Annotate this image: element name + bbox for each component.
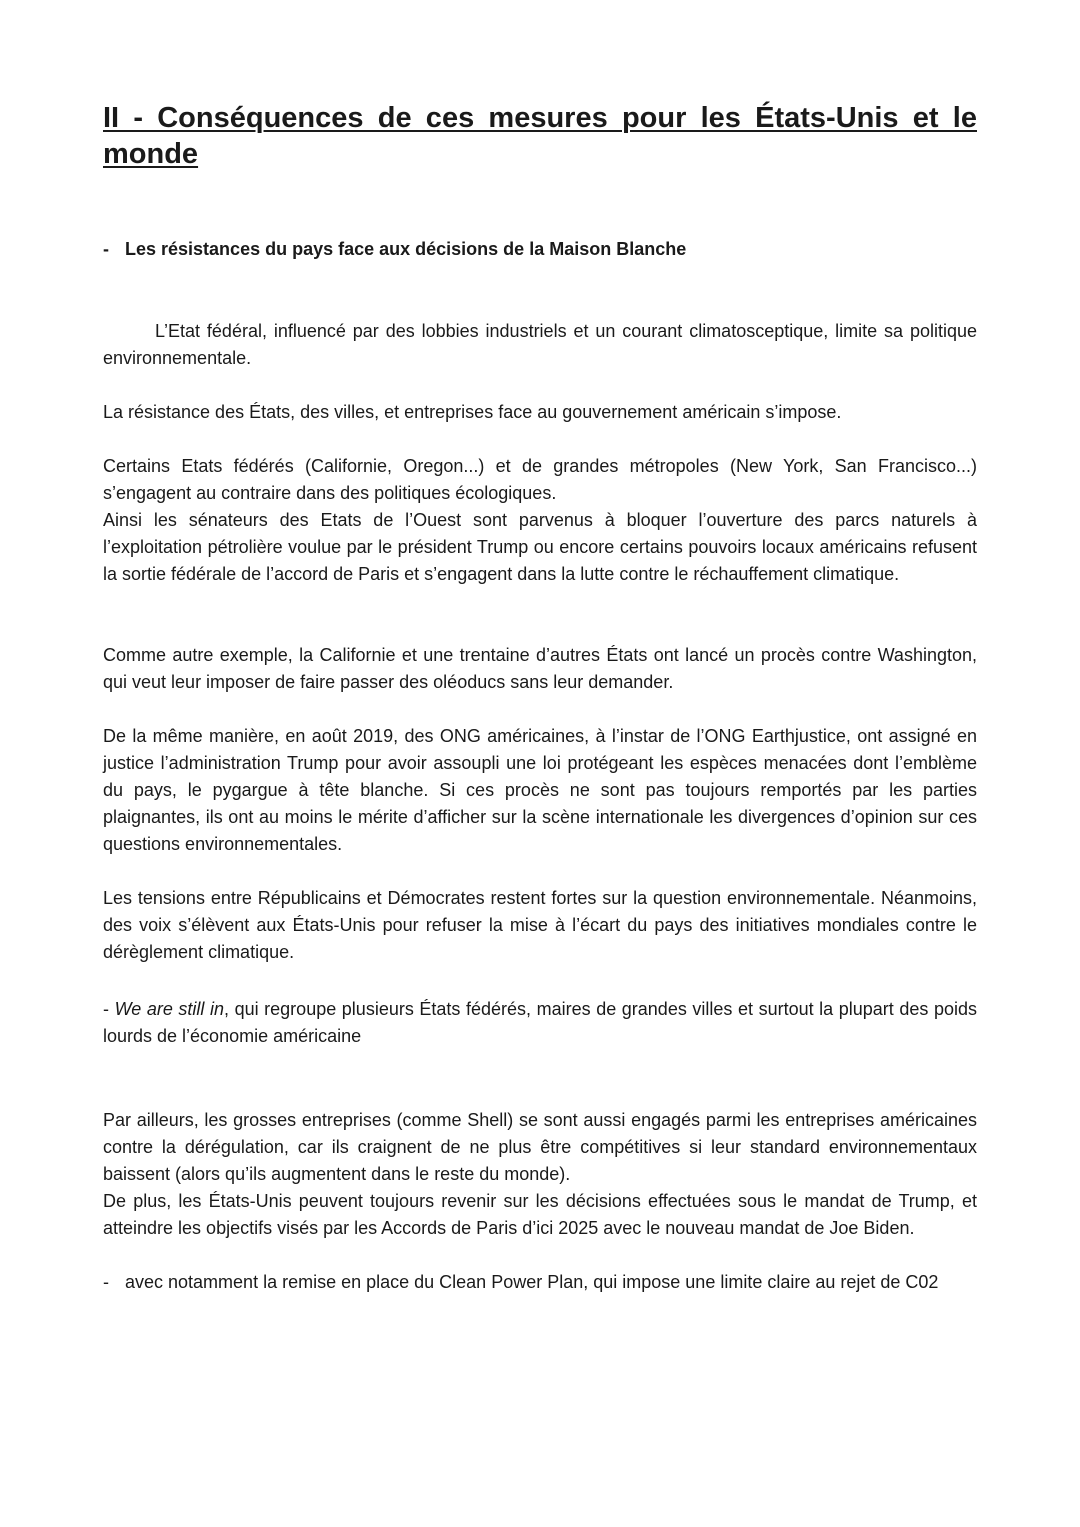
paragraph-prefix: - [103, 999, 115, 1019]
section-heading-dash: - [103, 239, 109, 259]
paragraph-biden-mandate: De plus, les États-Unis peuvent toujours revenir sur les décisions effectuées sous le mandat de Trump, et atteindre les objectifs visés par les Accords de Paris d’ici 2025 avec le nouveau mandat de Joe Biden. [103, 1191, 977, 1238]
list-item-clean-power-plan [103, 1269, 977, 1296]
paragraph-we-are-still-in [103, 996, 977, 1050]
paragraph-federal-state: L’Etat fédéral, influencé par des lobbies industriels et un courant climatosceptique, limite sa politique environnementale. [103, 321, 977, 368]
section-heading [103, 237, 977, 261]
paragraph-california-lawsuit: Comme autre exemple, la Californie et une trentaine d’autres États ont lancé un procès contre Washington, qui veut leur imposer de faire passer des oléoducs sans leur demander. [103, 645, 977, 692]
page-title: II - Conséquences de ces mesures pour les États-Unis et le monde [103, 102, 977, 170]
list-item-dash: - [103, 1272, 109, 1292]
section-heading-text: Les résistances du pays face aux décisions de la Maison Blanche [125, 239, 687, 259]
paragraph-big-companies: Par ailleurs, les grosses entreprises (comme Shell) se sont aussi engagés parmi les entreprises américaines contre la dérégulation, car ils craignent de ne plus être compétitives si leur standard environnementaux baissent (alors qu’ils augmentent dans le reste du monde). [103, 1110, 977, 1184]
paragraph-western-senators: Ainsi les sénateurs des Etats de l’Ouest sont parvenus à bloquer l’ouverture des parcs naturels à l’exploitation pétrolière voulue par le président Trump ou encore certains pouvoirs locaux américains refusent la sortie fédérale de l’accord de Paris et s’engagent dans la lutte contre le réchauffement climatique. [103, 510, 977, 584]
paragraph-federated-states: Certains Etats fédérés (Californie, Oregon...) et de grandes métropoles (New York, San Francisco...) s’engagent au contraire dans des politiques écologiques. [103, 456, 977, 503]
paragraph-resistance: La résistance des États, des villes, et entreprises face au gouvernement américain s’impose. [103, 402, 842, 422]
paragraph-rest: , qui regroupe plusieurs États fédérés, maires de grandes villes et surtout la plupart des poids lourds de l’économie américaine [103, 999, 977, 1046]
initiative-name: We are still in [114, 999, 224, 1019]
paragraph-tensions: Les tensions entre Républicains et Démocrates restent fortes sur la question environnementale. Néanmoins, des voix s’élèvent aux États-Unis pour refuser la mise à l’écart du pays des initiatives mondiales contre le dérèglement climatique. [103, 888, 977, 962]
list-item-text: avec notamment la remise en place du Clean Power Plan, qui impose une limite claire au rejet de C02 [125, 1272, 939, 1292]
paragraph-ngo-lawsuit: De la même manière, en août 2019, des ONG américaines, à l’instar de l’ONG Earthjustice, ont assigné en justice l’administration Trump pour avoir assoupli une loi protégeant les espèces menacées dont l’emblème du pays, le pygargue à tête blanche. Si ces procès ne sont pas toujours remportés par les parties plaignantes, ils ont au moins le mérite d’afficher sur la scène internationale les divergences d’opinion sur ces questions environnementales. [103, 726, 977, 854]
